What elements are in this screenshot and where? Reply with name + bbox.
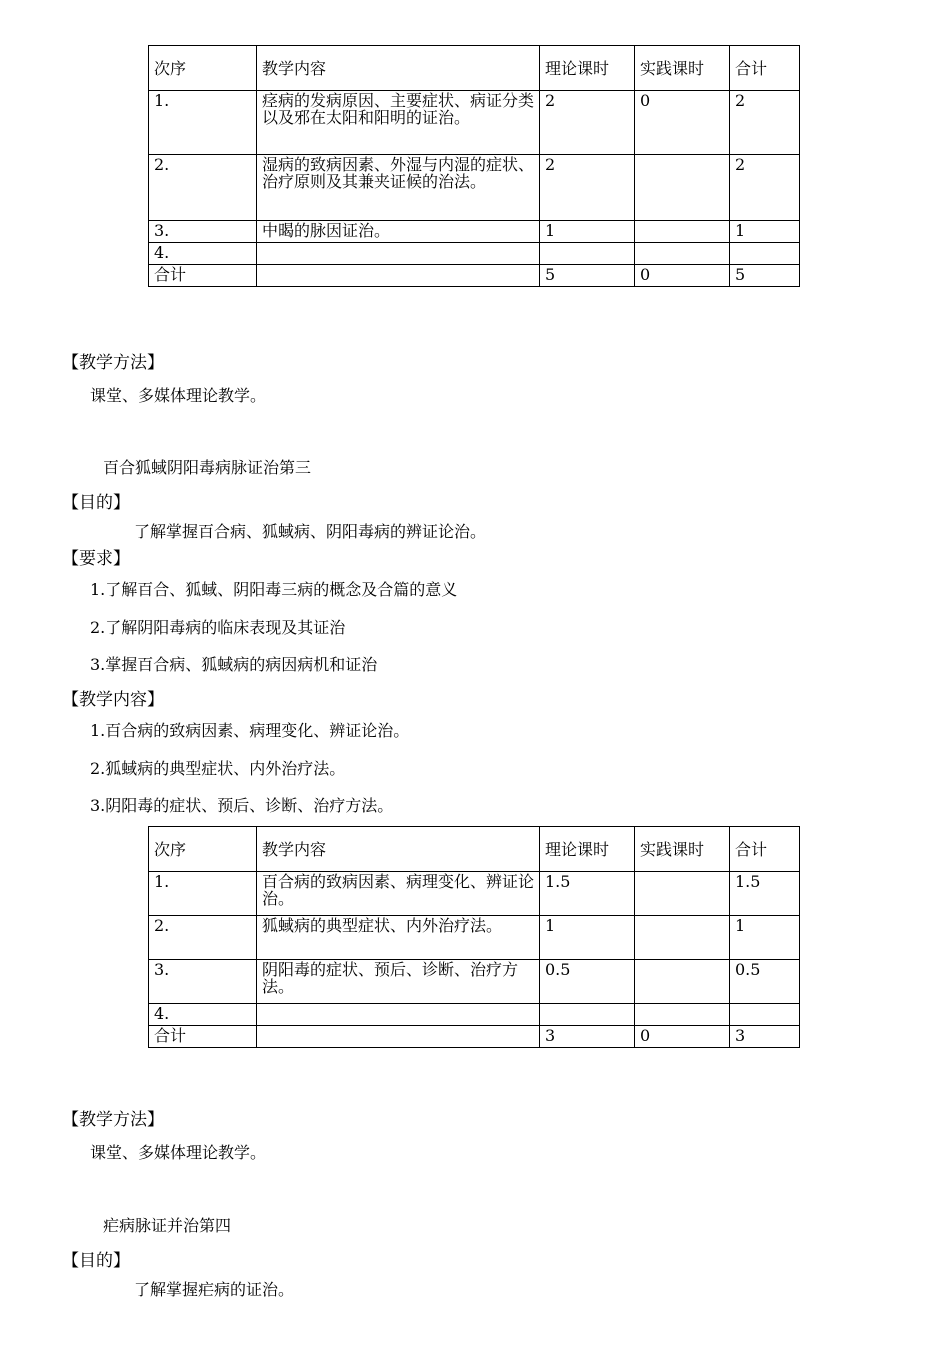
teaching-method-heading: 【教学方法】 [62,1110,164,1130]
requirement-item: 2.了解阴阳毒病的临床表现及其证治 [90,618,346,637]
requirements-heading: 【要求】 [62,549,130,569]
table-header-row [149,46,800,91]
cell-theory: 3 [540,1026,635,1048]
cell-total [730,1004,800,1026]
table-total-row [149,265,800,287]
cell-content: 湿病的致病因素、外湿与内湿的症状、治疗原则及其兼夹证候的治法。 [257,155,540,221]
cell-content: 痉病的发病原因、主要症状、病证分类以及邪在太阳和阳明的证治。 [257,91,540,155]
cell-order: 4. [149,243,257,265]
cell-order: 合计 [149,265,257,287]
table-total-row [149,1026,800,1048]
cell-practice: 0 [635,91,730,155]
table-row [149,243,800,265]
cell-order: 合计 [149,1026,257,1048]
cell-theory: 1 [540,221,635,243]
cell-total: 3 [730,1026,800,1048]
table-row [149,872,800,916]
cell-total: 2 [730,155,800,221]
table-row [149,155,800,221]
table-row [149,960,800,1004]
cell-order: 3. [149,960,257,1004]
cell-order: 1. [149,872,257,916]
header-practice-hours: 实践课时 [635,46,730,91]
cell-content: 百合病的致病因素、病理变化、辨证论治。 [257,872,540,916]
header-total: 合计 [730,46,800,91]
cell-practice [635,872,730,916]
schedule-table-2 [148,826,800,1048]
table-row [149,1004,800,1026]
schedule-table-1 [148,45,800,287]
cell-practice [635,916,730,960]
cell-total: 1 [730,916,800,960]
cell-theory [540,1004,635,1026]
teaching-method-text: 课堂、多媒体理论教学。 [90,1143,267,1162]
cell-content [257,1004,540,1026]
cell-content: 狐蜮病的典型症状、内外治疗法。 [257,916,540,960]
cell-practice [635,221,730,243]
requirement-item: 3.掌握百合病、狐蜮病的病因病机和证治 [90,655,378,674]
cell-total [730,243,800,265]
cell-theory: 1.5 [540,872,635,916]
cell-content: 阴阳毒的症状、预后、诊断、治疗方法。 [257,960,540,1004]
cell-practice [635,155,730,221]
header-theory-hours: 理论课时 [540,46,635,91]
cell-theory: 1 [540,916,635,960]
cell-theory [540,243,635,265]
cell-total: 2 [730,91,800,155]
goal-text: 了解掌握疟病的证治。 [134,1280,295,1299]
cell-total: 0.5 [730,960,800,1004]
cell-theory: 0.5 [540,960,635,1004]
chapter-title: 百合狐蜮阴阳毒病脉证治第三 [103,458,312,477]
header-content: 教学内容 [257,46,540,91]
cell-order: 4. [149,1004,257,1026]
cell-practice [635,1004,730,1026]
cell-theory: 2 [540,155,635,221]
cell-order: 3. [149,221,257,243]
goal-text: 了解掌握百合病、狐蜮病、阴阳毒病的辨证论治。 [134,522,487,541]
cell-order: 1. [149,91,257,155]
header-total: 合计 [730,827,800,872]
cell-content: 中暍的脉因证治。 [257,221,540,243]
cell-practice: 0 [635,1026,730,1048]
header-practice-hours: 实践课时 [635,827,730,872]
requirement-item: 1.了解百合、狐蜮、阴阳毒三病的概念及合篇的意义 [90,580,458,599]
cell-content [257,265,540,287]
cell-practice [635,960,730,1004]
cell-content [257,243,540,265]
table-row [149,221,800,243]
teaching-method-text: 课堂、多媒体理论教学。 [90,386,267,405]
header-order: 次序 [149,827,257,872]
cell-theory: 5 [540,265,635,287]
cell-theory: 2 [540,91,635,155]
cell-practice: 0 [635,265,730,287]
cell-order: 2. [149,916,257,960]
cell-practice [635,243,730,265]
table-row [149,916,800,960]
teaching-content-heading: 【教学内容】 [62,690,164,710]
goal-heading: 【目的】 [62,1251,130,1271]
cell-content [257,1026,540,1048]
table-row [149,91,800,155]
chapter-title: 疟病脉证并治第四 [103,1216,232,1235]
header-order: 次序 [149,46,257,91]
table-header-row [149,827,800,872]
content-item: 3.阴阳毒的症状、预后、诊断、治疗方法。 [90,796,394,815]
content-item: 1.百合病的致病因素、病理变化、辨证论治。 [90,721,410,740]
cell-total: 5 [730,265,800,287]
teaching-method-heading: 【教学方法】 [62,353,164,373]
header-content: 教学内容 [257,827,540,872]
cell-total: 1.5 [730,872,800,916]
header-theory-hours: 理论课时 [540,827,635,872]
cell-order: 2. [149,155,257,221]
goal-heading: 【目的】 [62,493,130,513]
content-item: 2.狐蜮病的典型症状、内外治疗法。 [90,759,346,778]
cell-total: 1 [730,221,800,243]
